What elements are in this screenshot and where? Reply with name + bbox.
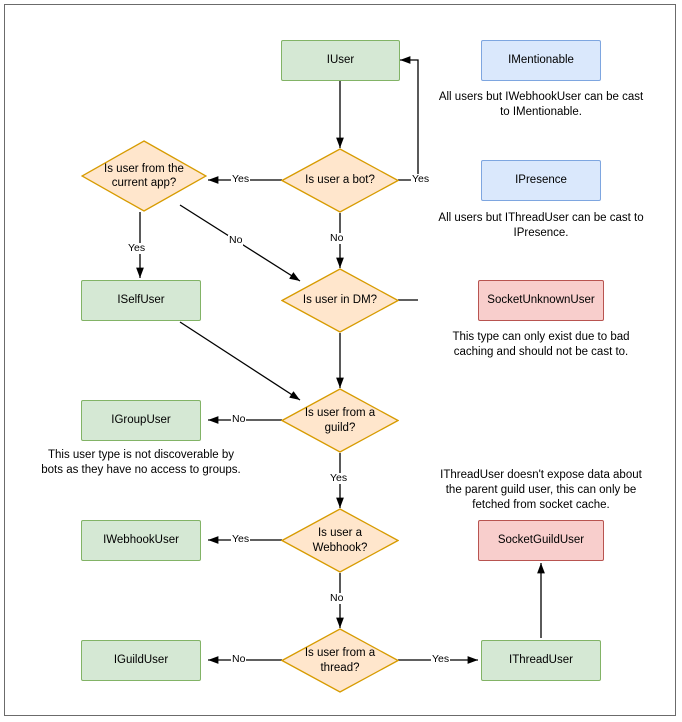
node-iselfuser-label: ISelfUser bbox=[117, 294, 165, 307]
node-imentionable[interactable] bbox=[481, 40, 601, 81]
node-iwebhookuser[interactable] bbox=[81, 520, 201, 561]
edge-label-guild-yes: Yes bbox=[330, 472, 348, 484]
node-is-bot-label: Is user a bot? bbox=[305, 174, 375, 187]
node-iuser-label: IUser bbox=[326, 54, 355, 67]
node-is-current-app[interactable] bbox=[81, 140, 207, 212]
node-ipresence[interactable] bbox=[481, 160, 601, 201]
node-ithreaduser[interactable] bbox=[481, 640, 601, 681]
node-is-webhook[interactable] bbox=[281, 508, 399, 573]
node-igroupuser-label: IGroupUser bbox=[111, 414, 171, 427]
node-socketguilduser-label: SocketGuildUser bbox=[497, 534, 585, 547]
node-igroupuser[interactable] bbox=[81, 400, 201, 441]
node-ithreaduser-label: IThreadUser bbox=[509, 654, 573, 667]
note-igroupuser: This user type is not discoverable by bots as they have no access to groups. bbox=[41, 449, 241, 476]
node-is-dm[interactable] bbox=[281, 268, 399, 333]
node-ipresence-label: IPresence bbox=[515, 174, 567, 187]
edge-label-bot-yes-right: Yes bbox=[412, 173, 430, 185]
edge-label-thread-no: No bbox=[232, 653, 246, 665]
node-is-dm-label: Is user in DM? bbox=[302, 294, 378, 307]
node-is-guild[interactable] bbox=[281, 388, 399, 453]
node-iselfuser[interactable] bbox=[81, 280, 201, 321]
note-ithreaduser: IThreadUser doesn't expose data about the parent guild user, this can only be fetched from socket cache. bbox=[440, 469, 642, 511]
node-iguilduser-label: IGuildUser bbox=[113, 654, 169, 667]
node-imentionable-label: IMentionable bbox=[508, 54, 574, 67]
edge-label-webhook-no: No bbox=[330, 592, 344, 604]
edge-label-bot-yes-left: Yes bbox=[232, 173, 250, 185]
node-is-thread[interactable] bbox=[281, 628, 399, 693]
edge-label-guild-no: No bbox=[232, 413, 246, 425]
note-socketunknownuser: This type can only exist due to bad caching and should not be cast to. bbox=[452, 331, 630, 358]
note-imentionable: All users but IWebhookUser can be cast to IMentionable. bbox=[438, 91, 644, 118]
edge-label-webhook-yes: Yes bbox=[232, 533, 250, 545]
node-is-webhook-label: Is user a Webhook? bbox=[312, 527, 368, 554]
node-is-guild-label: Is user from a guild? bbox=[304, 407, 376, 434]
node-iuser[interactable] bbox=[281, 40, 400, 81]
node-socketguilduser[interactable] bbox=[478, 520, 604, 561]
node-socketunknownuser-label: SocketUnknownUser bbox=[487, 294, 595, 307]
node-is-current-app-label: Is user from the current app? bbox=[104, 162, 184, 189]
edge-label-current-app-yes: Yes bbox=[128, 242, 146, 254]
node-is-bot[interactable] bbox=[281, 148, 399, 213]
node-iwebhookuser-label: IWebhookUser bbox=[103, 534, 179, 547]
note-ipresence: All users but IThreadUser can be cast to IPresence. bbox=[438, 212, 644, 239]
node-iguilduser[interactable] bbox=[81, 640, 201, 681]
node-is-thread-label: Is user from a thread? bbox=[304, 647, 376, 674]
edge-label-thread-yes: Yes bbox=[432, 653, 450, 665]
node-socketunknownuser[interactable] bbox=[478, 280, 604, 321]
edge-label-bot-no: No bbox=[330, 232, 344, 244]
edge-label-current-app-no: No bbox=[229, 234, 243, 246]
